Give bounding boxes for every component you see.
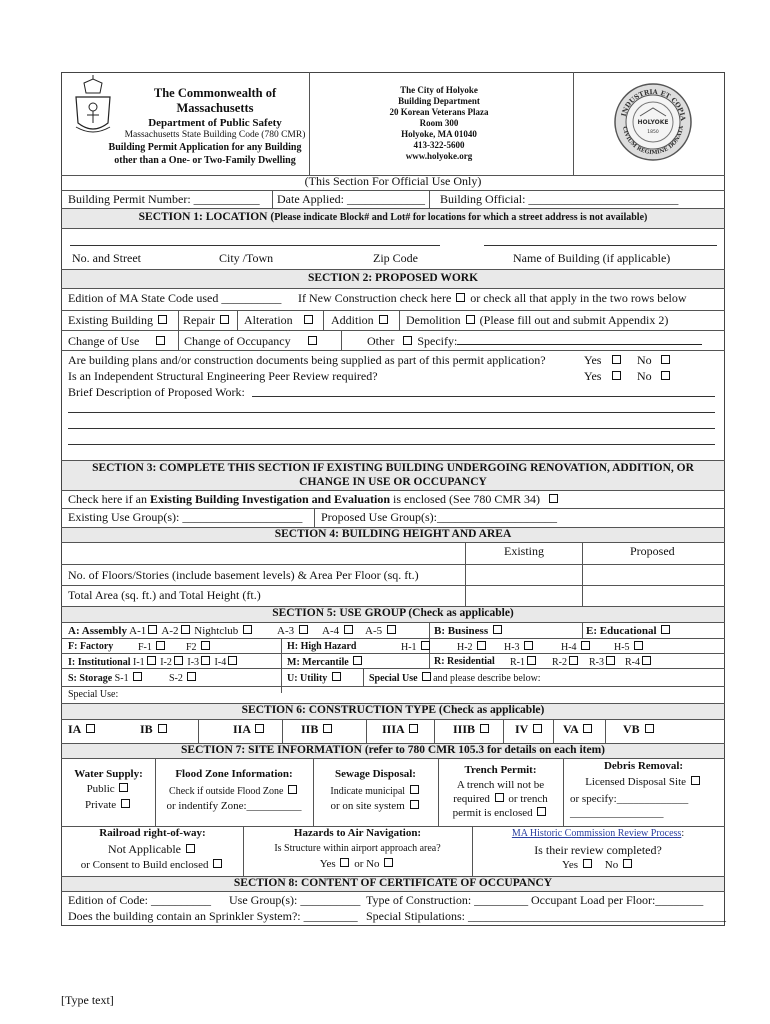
construction-type-iiib-checkbox[interactable] [480, 724, 489, 733]
h5-checkbox[interactable] [634, 641, 643, 650]
city-address: 20 Korean Veterans Plaza [389, 107, 489, 117]
description-line-2[interactable] [68, 412, 715, 413]
h3-checkbox[interactable] [524, 641, 533, 650]
private-checkbox[interactable] [121, 799, 130, 808]
construction-type-field[interactable]: Type of Construction: _________ [366, 893, 529, 907]
special-use-description[interactable]: Special Use: [68, 689, 119, 700]
r2-checkbox[interactable] [569, 656, 578, 665]
high-hazard-label: H: High Hazard [287, 641, 357, 652]
state-title-2: Massachusetts [176, 101, 254, 115]
form-title: Building Permit Application for any Building [108, 142, 302, 153]
street-city-zip-line[interactable] [70, 245, 440, 246]
historic-question: Is their review completed? [534, 843, 662, 857]
seal-top-text: INDUSTRIA ET COPIA [619, 87, 688, 122]
h1-option[interactable]: H-1 [401, 641, 432, 653]
flood-zone-field[interactable]: or indentify Zone:__________ [166, 800, 302, 812]
trench-permit-label: Trench Permit: [464, 764, 537, 776]
peer-no-checkbox[interactable] [661, 371, 670, 380]
construction-type-ia-option[interactable]: IA [68, 722, 97, 737]
description-line-4[interactable] [68, 444, 715, 445]
city-dept: Building Department [398, 96, 480, 106]
demolition-checkbox[interactable] [466, 315, 475, 324]
building-code: Massachusetts State Building Code (780 CMR) [124, 130, 306, 140]
seal-bottom-text: CIVIUM REGIMINE DONATA [621, 125, 685, 157]
section-8-title: SECTION 8: CONTENT OF CERTIFICATE OF OCCUPANCY [233, 877, 553, 889]
assembly-row: A: Assembly A-1 A-2 Nightclub [68, 625, 254, 637]
i4-checkbox[interactable] [228, 656, 237, 665]
plans-no-checkbox[interactable] [661, 355, 670, 364]
water-supply-label: Water Supply: [74, 768, 143, 780]
historic-no-checkbox[interactable] [623, 859, 632, 868]
r1-option[interactable]: R-1 [510, 656, 538, 668]
municipal-checkbox[interactable] [410, 785, 419, 794]
floors-label: No. of Floors/Stories (include basement levels) & Area Per Floor (sq. ft.) [68, 568, 419, 582]
public-option[interactable]: Public [62, 783, 155, 795]
not-applicable-checkbox[interactable] [186, 844, 195, 853]
peer-review-question: Is an Independent Structural Engineering Peer Review required? [68, 369, 378, 383]
f1-checkbox[interactable] [156, 641, 165, 650]
section-1-title: SECTION 1: LOCATION (Please indicate Block# and Lot# for locations for which a street address is not available) [138, 211, 648, 223]
city-town-label: City /Town [219, 251, 274, 265]
a1-checkbox[interactable] [148, 625, 157, 634]
i2-checkbox[interactable] [174, 656, 183, 665]
section-3-title-2: CHANGE IN USE OR OCCUPANCY [299, 476, 487, 488]
nightclub-checkbox[interactable] [243, 625, 252, 634]
total-area-label: Total Area (sq. ft.) and Total Height (ft.) [68, 588, 261, 602]
onsite-option[interactable]: or on site system [313, 800, 438, 812]
historic-answer: Yes No [472, 859, 724, 871]
onsite-checkbox[interactable] [410, 800, 419, 809]
educational-checkbox[interactable] [661, 625, 670, 634]
city-room: Room 300 [419, 118, 459, 128]
f2-option[interactable]: F2 [186, 641, 212, 653]
official-use-note: (This Section For Official Use Only) [304, 174, 482, 188]
city-phone: 413-322-5600 [413, 140, 465, 150]
a4-checkbox[interactable] [344, 625, 353, 634]
sprinkler-field[interactable]: Does the building contain an Sprinkler System?: _________ [68, 909, 358, 923]
change-of-use-checkbox[interactable] [156, 336, 165, 345]
historic-yes-checkbox[interactable] [583, 859, 592, 868]
historic-review-link[interactable]: MA Historic Commission Review Process: [511, 828, 685, 839]
building-official-field[interactable]: Building Official: _________________________ [440, 192, 679, 206]
trench-required-checkbox[interactable] [495, 793, 504, 802]
educational-option[interactable]: E: Educational [586, 625, 672, 637]
h1-checkbox[interactable] [421, 641, 430, 650]
form-title-2: other than a One- or Two-Family Dwelling [114, 155, 296, 166]
alteration-checkbox[interactable] [304, 315, 313, 324]
trench-enclosed-checkbox[interactable] [537, 807, 546, 816]
hazards-yes-checkbox[interactable] [340, 858, 349, 867]
repair-checkbox[interactable] [220, 315, 229, 324]
h5-option[interactable]: H-5 [614, 641, 645, 653]
repair-option[interactable]: Repair [183, 313, 231, 328]
special-stipulations-field[interactable]: Special Stipulations: ___________________________________________ [366, 909, 726, 923]
peer-yes[interactable]: Yes [584, 369, 623, 384]
trench-required-option[interactable]: required or trench [453, 793, 548, 805]
business-option[interactable]: B: Business [434, 625, 504, 637]
change-of-occupancy-option[interactable]: Change of Occupancy [184, 334, 319, 349]
zip-code-label: Zip Code [373, 251, 418, 265]
alteration-option[interactable]: Alteration [244, 313, 315, 328]
a2-checkbox[interactable] [181, 625, 190, 634]
new-construction-checkbox[interactable] [456, 293, 465, 302]
r4-checkbox[interactable] [642, 656, 651, 665]
permit-number-field[interactable]: Building Permit Number: ___________ [68, 192, 260, 206]
brief-description-label: Brief Description of Proposed Work: [68, 385, 245, 399]
s2-option[interactable]: S-2 [169, 672, 198, 684]
plans-yes[interactable]: Yes [584, 353, 623, 368]
business-checkbox[interactable] [493, 625, 502, 634]
construction-type-iiib-option[interactable]: IIIB [453, 722, 491, 737]
ma-state-seal-icon [70, 75, 116, 137]
municipal-option[interactable]: Indicate municipal [313, 785, 438, 797]
hazards-question: Is Structure within airport approach area? [274, 843, 441, 854]
construction-type-iv-option[interactable]: IV [515, 722, 544, 737]
plans-no[interactable]: No [637, 353, 672, 368]
peer-yes-checkbox[interactable] [612, 371, 621, 380]
description-line-3[interactable] [68, 428, 715, 429]
no-street-label: No. and Street [72, 251, 141, 265]
section-3-title: SECTION 3: COMPLETE THIS SECTION IF EXISTING BUILDING UNDERGOING RENOVATION, ADDITION, OR [92, 462, 694, 474]
investigation-checkbox[interactable] [549, 494, 558, 503]
section-5-title: SECTION 5: USE GROUP (Check as applicable) [272, 607, 514, 619]
proposed-column-header: Proposed [630, 544, 675, 558]
a5-checkbox[interactable] [387, 625, 396, 634]
construction-type-iib-option[interactable]: IIB [301, 722, 334, 737]
a4-option[interactable]: A-4 [322, 625, 355, 637]
r2-option[interactable]: R-2 [552, 656, 580, 668]
trench-text-1: A trench will not be [456, 779, 545, 791]
type-text-placeholder: [Type text] [61, 993, 114, 1007]
r3-checkbox[interactable] [606, 656, 615, 665]
plans-question: Are building plans and/or construction documents being supplied as part of this permit application? [68, 353, 546, 367]
other-option[interactable]: Other Specify: [367, 334, 702, 349]
construction-type-ib-checkbox[interactable] [158, 724, 167, 733]
hazards-label: Hazards to Air Navigation: [293, 827, 422, 839]
other-checkbox[interactable] [403, 336, 412, 345]
construction-type-vb-option[interactable]: VB [623, 722, 656, 737]
existing-use-field[interactable]: Existing Use Group(s): ____________________ [68, 510, 303, 524]
holyoke-city-seal-icon [613, 82, 693, 162]
flood-zone-checkbox[interactable] [288, 785, 297, 794]
seal-year-text: 1850 [647, 130, 659, 135]
special-use-checkbox[interactable] [422, 672, 431, 681]
construction-type-ib-option[interactable]: IB [140, 722, 169, 737]
construction-type-va-option[interactable]: VA [563, 722, 594, 737]
building-name-line[interactable] [484, 245, 717, 246]
addition-checkbox[interactable] [379, 315, 388, 324]
mercantile-checkbox[interactable] [353, 656, 362, 665]
consent-checkbox[interactable] [213, 859, 222, 868]
demolition-option[interactable]: Demolition (Please fill out and submit Appendix 2) [406, 313, 669, 327]
construction-type-iv-checkbox[interactable] [533, 724, 542, 733]
change-of-occupancy-checkbox[interactable] [308, 336, 317, 345]
utility-checkbox[interactable] [332, 672, 341, 681]
proposed-use-field[interactable]: Proposed Use Group(s):____________________ [321, 510, 557, 524]
railroad-label: Railroad right-of-way: [99, 827, 206, 839]
hazards-answer: Yes or No [243, 858, 472, 870]
s1-checkbox[interactable] [133, 672, 142, 681]
f1-option[interactable]: F-1 [138, 641, 167, 653]
building-name-label: Name of Building (if applicable) [513, 251, 671, 265]
h2-checkbox[interactable] [477, 641, 486, 650]
sewage-label: Sewage Disposal: [335, 768, 416, 780]
plans-yes-checkbox[interactable] [612, 355, 621, 364]
code-edition-field[interactable]: Edition of Code: __________ [68, 893, 211, 907]
occupant-load-field[interactable]: Occupant Load per Floor:________ [531, 893, 704, 907]
peer-no[interactable]: No [637, 369, 672, 384]
construction-type-iia-checkbox[interactable] [255, 724, 264, 733]
city-website: www.holyoke.org [405, 151, 473, 161]
hazards-no-checkbox[interactable] [384, 858, 393, 867]
debris-specify-field[interactable]: or specify:_____________ [570, 793, 689, 805]
private-option[interactable]: Private [62, 799, 155, 811]
section-4-title: SECTION 4: BUILDING HEIGHT AND AREA [274, 528, 512, 540]
existing-building-option[interactable]: Existing Building [68, 313, 169, 328]
r1-checkbox[interactable] [527, 656, 536, 665]
licensed-disposal-checkbox[interactable] [691, 776, 700, 785]
construction-type-ia-checkbox[interactable] [86, 724, 95, 733]
h2-option[interactable]: H-2 [457, 641, 488, 653]
debris-specify-line[interactable]: _________________ [570, 807, 664, 819]
investigation-check-row: Check here if an Existing Building Investigation and Evaluation is enclosed (See 780 CMR 34) [68, 492, 560, 507]
factory-row: F: Factory [68, 641, 114, 652]
seal-city-text: HOLYOKE [637, 119, 669, 126]
f2-checkbox[interactable] [201, 641, 210, 650]
flood-zone-label: Flood Zone Information: [175, 768, 293, 780]
not-applicable-option[interactable]: Not Applicable [62, 842, 243, 857]
r3-option[interactable]: R-3 [589, 656, 617, 668]
city-name: The City of Holyoke [400, 85, 478, 95]
debris-removal-label: Debris Removal: [603, 760, 684, 772]
existing-column-header: Existing [504, 544, 545, 558]
residential-row: R: Residential [434, 656, 495, 667]
special-use-option[interactable]: Special Use and please describe below: [369, 673, 541, 684]
i3-checkbox[interactable] [201, 656, 210, 665]
mercantile-option[interactable]: M: Mercantile [287, 656, 364, 668]
utility-option[interactable]: U: Utility [287, 672, 343, 684]
section-6-title: SECTION 6: CONSTRUCTION TYPE (Check as applicable) [241, 704, 545, 716]
city-zip: Holyoke, MA 01040 [401, 129, 477, 139]
section-7-title: SECTION 7: SITE INFORMATION (refer to 780 CMR 105.3 for details on each item) [181, 744, 605, 756]
storage-row: S: Storage S-1 [68, 672, 144, 684]
construction-type-iib-checkbox[interactable] [323, 724, 332, 733]
department: Department of Public Safety [148, 117, 282, 129]
h4-option[interactable]: H-4 [561, 641, 592, 653]
addition-option[interactable]: Addition [331, 313, 390, 328]
h4-checkbox[interactable] [581, 641, 590, 650]
construction-type-vb-checkbox[interactable] [645, 724, 654, 733]
construction-type-va-checkbox[interactable] [583, 724, 592, 733]
a3-option[interactable]: A-3 [277, 625, 310, 637]
new-construction-row: If New Construction check here or check all that apply in the two rows below [298, 291, 687, 305]
edition-field[interactable]: Edition of MA State Code used __________ [68, 291, 282, 305]
h3-option[interactable]: H-3 [504, 641, 535, 653]
licensed-disposal-option[interactable]: Licensed Disposal Site [563, 776, 724, 788]
section-2-title: SECTION 2: PROPOSED WORK [307, 272, 479, 284]
flood-check-option[interactable]: Check if outside Flood Zone [155, 785, 313, 797]
construction-type-iiia-option[interactable]: IIIA [382, 722, 420, 737]
a3-checkbox[interactable] [299, 625, 308, 634]
s2-checkbox[interactable] [187, 672, 196, 681]
a5-option[interactable]: A-5 [365, 625, 398, 637]
i1-checkbox[interactable] [147, 656, 156, 665]
institutional-row: I: Institutional I-1 I-2 I-3 I-4 [68, 656, 239, 668]
r4-option[interactable]: R-4 [625, 656, 653, 668]
use-groups-field[interactable]: Use Group(s): __________ [229, 893, 361, 907]
description-line-1[interactable] [252, 396, 715, 397]
date-applied-field[interactable]: Date Applied: _____________ [277, 192, 425, 206]
existing-building-checkbox[interactable] [158, 315, 167, 324]
construction-type-iia-option[interactable]: IIA [233, 722, 266, 737]
public-checkbox[interactable] [119, 783, 128, 792]
state-title: The Commonwealth of [153, 86, 277, 100]
consent-option[interactable]: or Consent to Build enclosed [62, 859, 243, 871]
construction-type-iiia-checkbox[interactable] [409, 724, 418, 733]
change-of-use-option[interactable]: Change of Use [68, 334, 167, 349]
trench-enclosed-option[interactable]: permit is enclosed [438, 807, 563, 819]
